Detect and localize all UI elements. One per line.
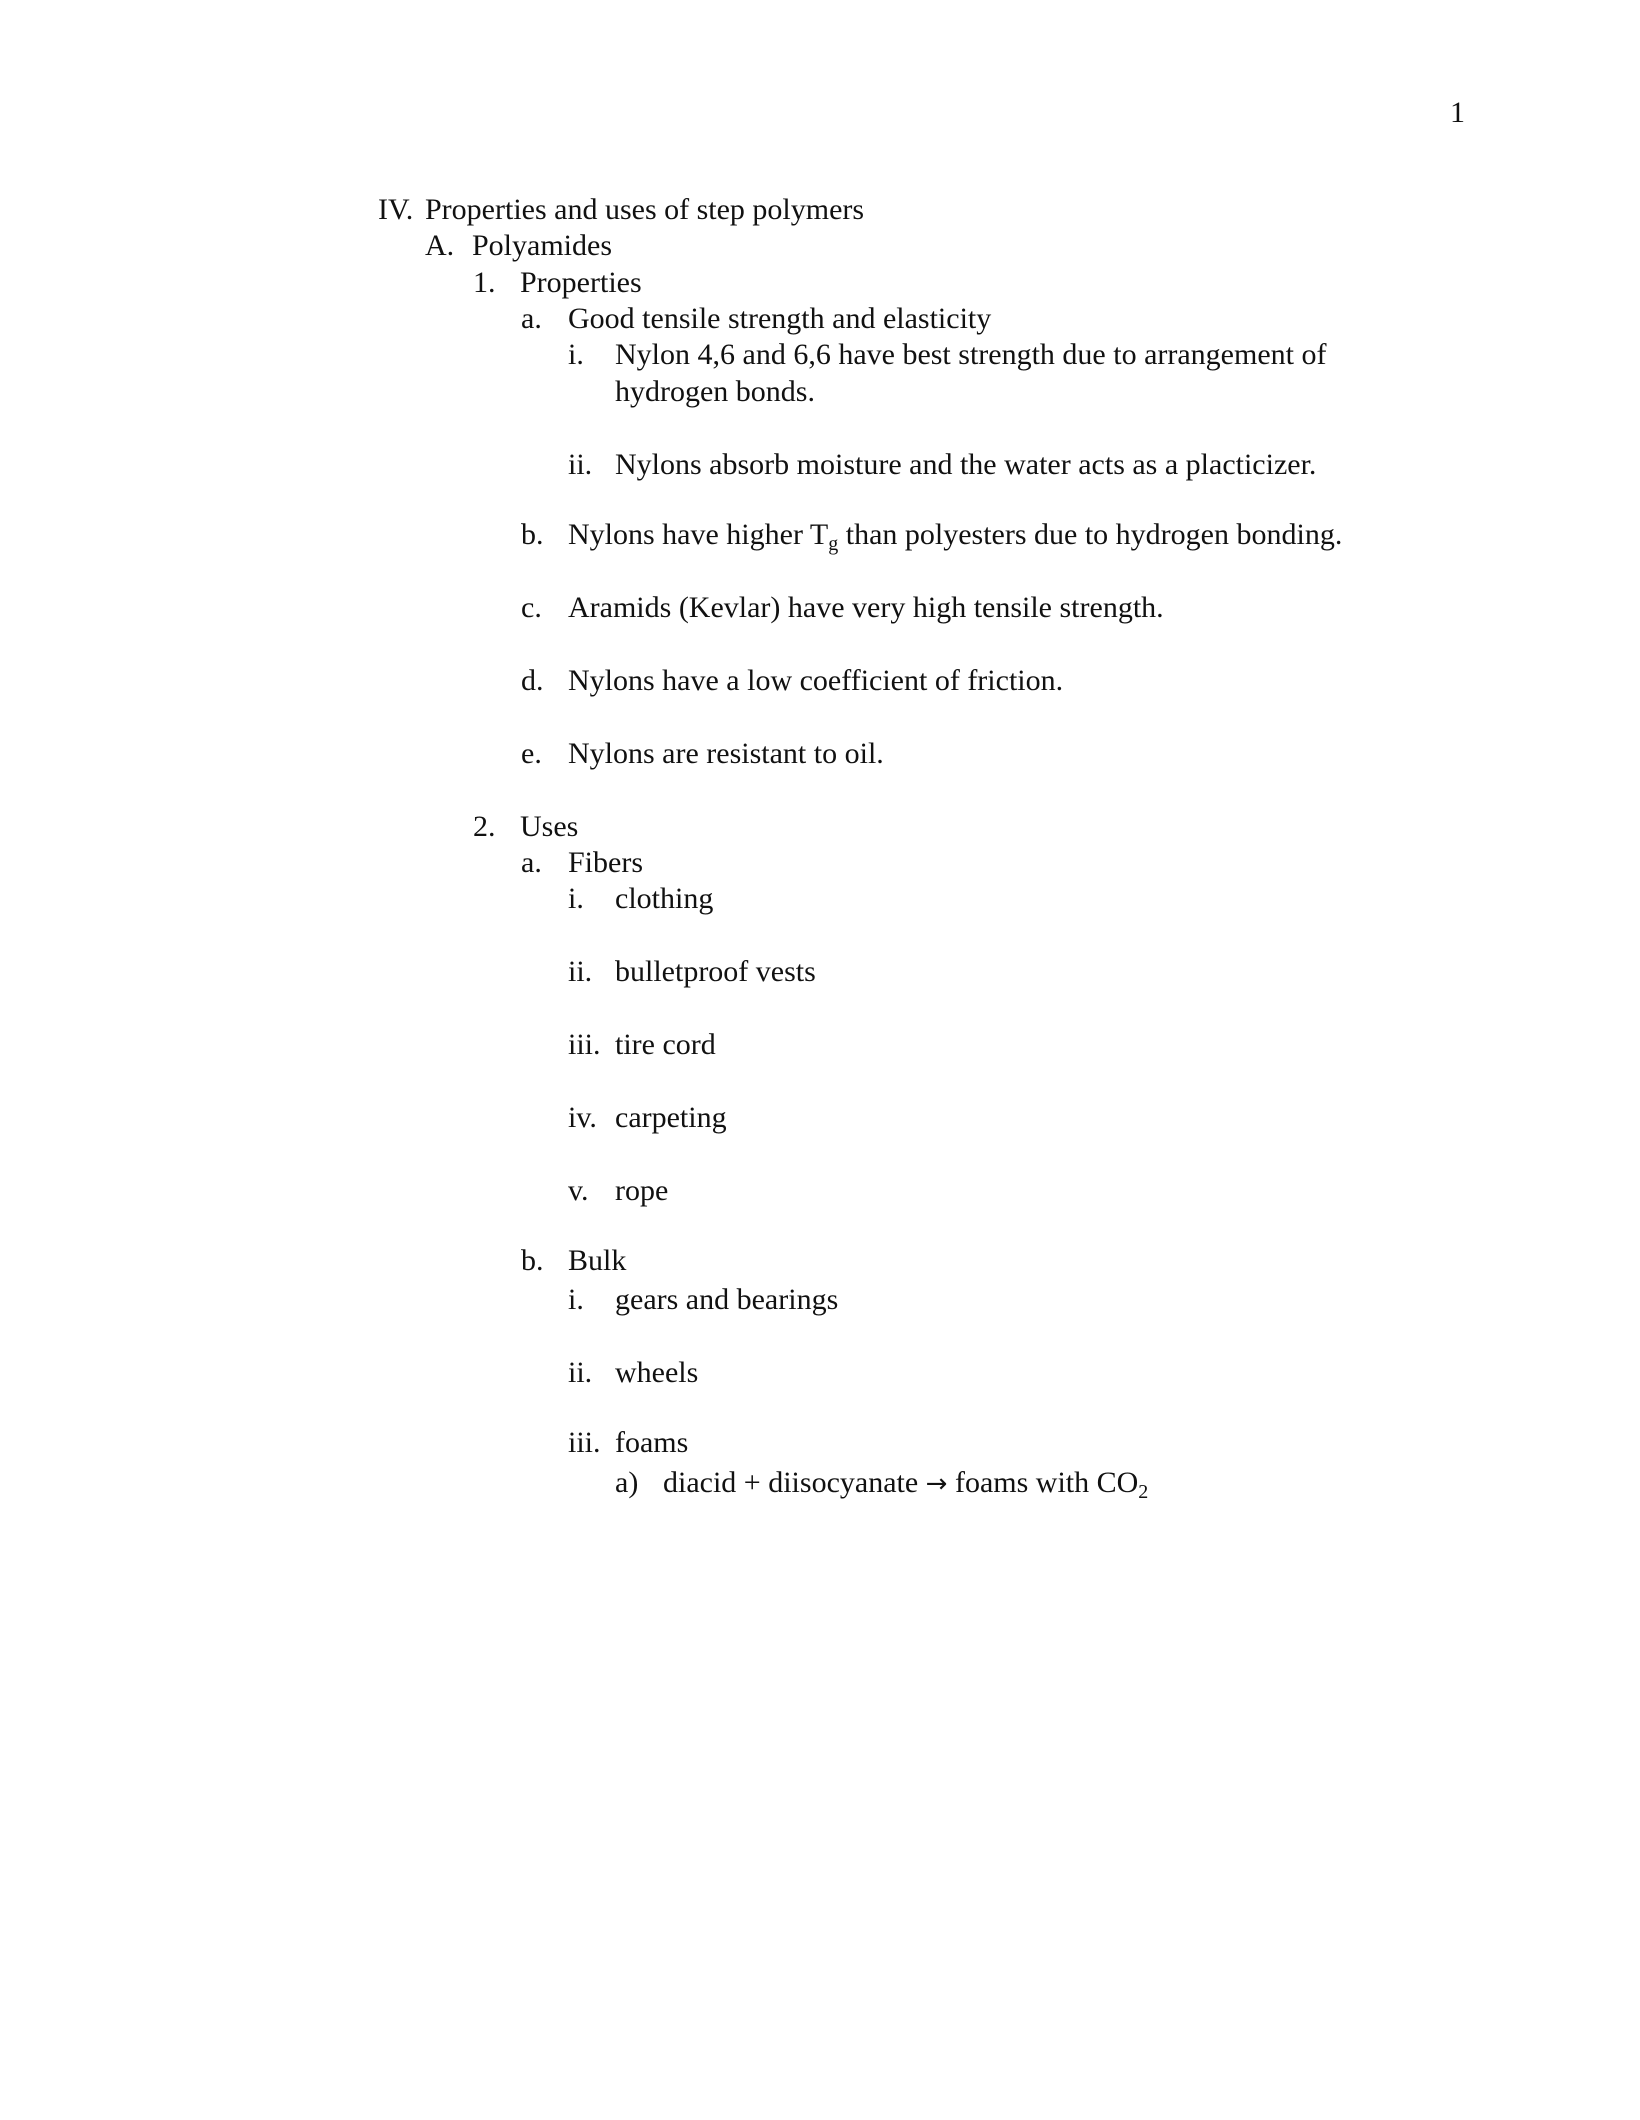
outline-text: clothing [615,882,714,915]
outline-marker: e. [521,737,542,770]
outline-text: Aramids (Kevlar) have very high tensile strength. [568,591,1164,624]
text-segment: diacid + diisocyanate [663,1466,926,1499]
outline-marker: iv. [568,1101,597,1134]
outline-marker: ii. [568,1356,593,1389]
subscript: 2 [1138,1481,1149,1503]
outline-marker: i. [568,338,584,371]
outline-text: Bulk [568,1244,627,1277]
outline-marker: 2. [473,810,496,843]
outline-marker: b. [521,518,544,551]
outline-text: Nylons absorb moisture and the water acts as a placticizer. [615,448,1317,481]
outline-text: Nylon 4,6 and 6,6 have best strength due to arrangement of [615,338,1327,371]
outline-text [568,517,1342,553]
outline-text: Nylons are resistant to oil. [568,737,884,770]
right-arrow-icon: → [925,1469,948,1499]
outline-marker: i. [568,1283,584,1316]
outline-marker: b. [521,1244,544,1277]
outline-marker: c. [521,591,542,624]
outline-marker: ii. [568,955,593,988]
outline-text: Nylons have a low coefficient of friction. [568,664,1064,697]
outline-text: foams [615,1426,689,1459]
outline-marker: v. [568,1174,589,1207]
text-segment: Nylons have higher T [568,518,829,551]
outline-marker: 1. [473,266,496,299]
text-segment: foams with CO [947,1466,1139,1499]
outline-marker: A. [425,229,455,262]
outline-text: bulletproof vests [615,955,816,988]
outline-text: hydrogen bonds. [615,375,815,408]
subscript: g [828,533,839,555]
outline-text: rope [615,1174,669,1207]
outline-marker: iii. [568,1028,601,1061]
outline-text: tire cord [615,1028,716,1061]
outline-text: Polyamides [472,229,612,262]
outline-marker: IV. [378,193,414,226]
outline-text: Properties [520,266,642,299]
outline-marker: a. [521,302,542,335]
outline-text [663,1465,1148,1502]
outline-text: wheels [615,1356,699,1389]
page-number: 1 [1450,96,1465,129]
outline-marker: iii. [568,1426,601,1459]
outline-text: Uses [520,810,579,843]
outline-marker: a. [521,846,542,879]
outline-text: Properties and uses of step polymers [425,193,865,226]
outline-text: gears and bearings [615,1283,839,1316]
outline-marker: ii. [568,448,593,481]
outline-marker: d. [521,664,544,697]
outline-marker: a) [615,1466,639,1499]
outline-marker: i. [568,882,584,915]
outline-text: Good tensile strength and elasticity [568,302,992,335]
outline-text: Fibers [568,846,643,879]
outline-text: carpeting [615,1101,727,1134]
text-segment: than polyesters due to hydrogen bonding. [838,518,1343,551]
